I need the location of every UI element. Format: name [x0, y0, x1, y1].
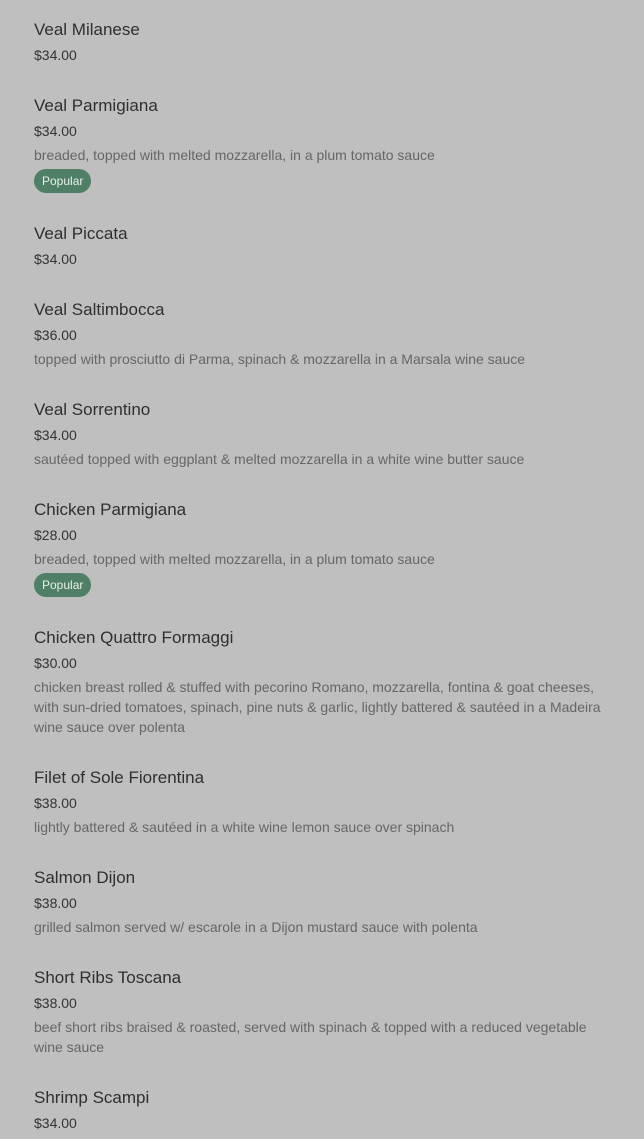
item-price: $30.00: [34, 655, 77, 671]
menu-item-veal-sorrentino[interactable]: [34, 400, 619, 467]
item-name: Short Ribs Toscana: [34, 968, 182, 987]
item-price: $34.00: [34, 123, 77, 139]
popular-badge: Popular: [34, 573, 91, 597]
item-price: $38.00: [34, 895, 77, 911]
item-name: Shrimp Scampi: [34, 1088, 150, 1107]
item-price: $38.00: [34, 795, 77, 811]
item-name: Chicken Parmigiana: [34, 500, 187, 519]
menu-item-salmon-dijon[interactable]: [34, 868, 619, 935]
menu-item-chicken-quattro-formaggi[interactable]: [34, 628, 619, 735]
item-description: sautéed topped with eggplant & melted mozzarella in a white wine butter sauce: [34, 451, 525, 467]
item-description: breaded, topped with melted mozzarella, in a plum tomato sauce: [34, 147, 435, 163]
item-description: chicken breast rolled & stuffed with pecorino Romano, mozzarella, fontina & goat cheeses, with sun-dried tomatoes, spinach, pine nuts & garlic, lightly battered & sautéed in a Madeira wine sauce over polenta: [34, 679, 601, 735]
item-name: Salmon Dijon: [34, 868, 136, 887]
item-description: topped with prosciutto di Parma, spinach & mozzarella in a Marsala wine sauce: [34, 351, 526, 367]
menu-item-chicken-parmigiana[interactable]: [34, 500, 619, 592]
item-price: $38.00: [34, 995, 77, 1011]
menu-item-veal-parmigiana[interactable]: [34, 96, 619, 188]
item-description: breaded, topped with melted mozzarella, in a plum tomato sauce: [34, 551, 435, 567]
menu-item-veal-milanese[interactable]: [34, 20, 619, 63]
item-name: Chicken Quattro Formaggi: [34, 628, 234, 647]
item-name: Veal Parmigiana: [34, 96, 158, 115]
item-name: Filet of Sole Fiorentina: [34, 768, 205, 787]
item-name: Veal Milanese: [34, 20, 140, 39]
menu-item-filet-of-sole-fiorentina[interactable]: [34, 768, 619, 835]
item-price: $34.00: [34, 1115, 77, 1131]
item-price: $34.00: [34, 251, 77, 267]
item-name: Veal Piccata: [34, 224, 128, 243]
item-price: $34.00: [34, 47, 77, 63]
item-description: grilled salmon served w/ escarole in a Dijon mustard sauce with polenta: [34, 919, 478, 935]
menu-item-veal-saltimbocca[interactable]: [34, 300, 619, 367]
popular-badge: Popular: [34, 169, 91, 193]
item-description: beef short ribs braised & roasted, served with spinach & topped with a reduced vegetable wine sauce: [34, 1019, 587, 1055]
item-name: Veal Sorrentino: [34, 400, 151, 419]
item-description: lightly battered & sautéed in a white wine lemon sauce over spinach: [34, 819, 455, 835]
menu-item-short-ribs-toscana[interactable]: [34, 968, 619, 1055]
item-price: $36.00: [34, 327, 77, 343]
item-name: Veal Saltimbocca: [34, 300, 165, 319]
item-price: $28.00: [34, 527, 77, 543]
item-price: $34.00: [34, 427, 77, 443]
menu-item-veal-piccata[interactable]: [34, 224, 619, 267]
menu-item-shrimp-scampi[interactable]: [34, 1088, 619, 1131]
